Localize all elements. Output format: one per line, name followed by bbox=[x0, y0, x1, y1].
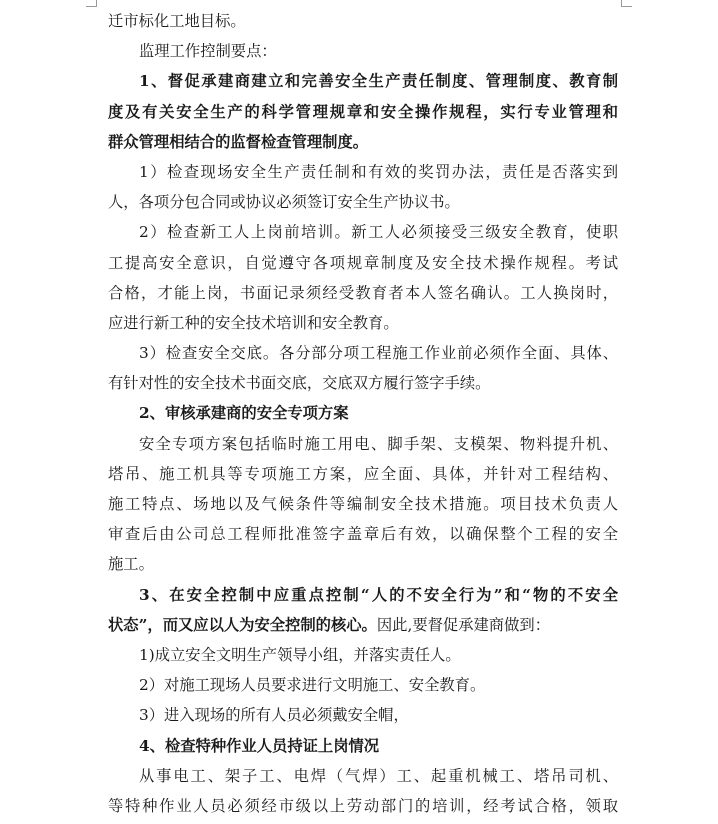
text-line: 工提高安全意识，自觉遵守各项规章制度及安全技术操作规程。考试 bbox=[108, 253, 618, 272]
text-line: 监理工作控制要点： bbox=[139, 42, 277, 61]
text-line: 塔吊、施工机具等专项施工方案，应全面、具体，并针对工程结构、 bbox=[108, 464, 618, 483]
text-line: 群众管理相结合的监督检查管理制度。 bbox=[108, 132, 369, 151]
text-line: 度及有关安全生产的科学管理规章和安全操作规程，实行专业管理和 bbox=[108, 102, 618, 121]
text-line: 等特种作业人员必须经市级以上劳动部门的培训，经考试合格，领取 bbox=[108, 796, 618, 815]
text-line: 安全专项方案包括临时施工用电、脚手架、支模架、物料提升机、 bbox=[139, 434, 618, 453]
page-corner-mark-left bbox=[86, 0, 97, 7]
text-line: 1、督促承建商建立和完善安全生产责任制度、管理制度、教育制 bbox=[139, 72, 618, 91]
text-line: 2）检查新工人上岗前培训。新工人必须接受三级安全教育，使职 bbox=[139, 223, 618, 242]
text-segment: 因此,要督促承建商做到： bbox=[376, 615, 550, 634]
text-line: 4、检查特种作业人员持证上岗情况 bbox=[139, 736, 380, 755]
document-body bbox=[108, 6, 618, 821]
text-line: 施工。 bbox=[108, 555, 154, 574]
text-line: 1）检查现场安全生产责任制和有效的奖罚办法，责任是否落实到 bbox=[139, 162, 618, 181]
text-segment: 状态”，而又应以人为安全控制的核心。 bbox=[108, 615, 377, 634]
text-line: 2、审核承建商的安全专项方案 bbox=[139, 404, 349, 423]
text-line: 应进行新工种的安全技术培训和安全教育。 bbox=[108, 313, 399, 332]
text-line: 合格，才能上岗，书面记录须经受教育者本人签名确认。工人换岗时， bbox=[108, 283, 618, 302]
text-line: 人，各项分包合同或协议必须签订安全生产协议书。 bbox=[108, 193, 460, 212]
text-line: 审查后由公司总工程师批准签字盖章后有效，以确保整个工程的安全 bbox=[108, 525, 618, 544]
text-line: 3）进入现场的所有人员必须戴安全帽， bbox=[139, 706, 409, 725]
text-line: 从事电工、架子工、电焊（气焊）工、起重机械工、塔吊司机、 bbox=[139, 766, 618, 785]
text-line: 施工特点、场地以及气候条件等编制安全技术措施。项目技术负责人 bbox=[108, 495, 618, 513]
text-line: 迁市标化工地目标。 bbox=[108, 12, 246, 30]
text-line: 2）对施工现场人员要求进行文明施工、安全教育。 bbox=[139, 676, 486, 695]
text-line: 有针对性的安全技术书面交底，交底双方履行签字手续。 bbox=[108, 374, 491, 393]
text-line: 3）检查安全交底。各分部分项工程施工作业前必须作全面、具体、 bbox=[139, 344, 618, 363]
text-line: 3、在安全控制中应重点控制“人的不安全行为”和“物的不安全 bbox=[139, 585, 618, 604]
text-line: 1)成立安全文明生产领导小组，并落实责任人。 bbox=[139, 645, 461, 664]
page-corner-mark-right bbox=[621, 0, 632, 7]
text-line bbox=[108, 610, 618, 640]
